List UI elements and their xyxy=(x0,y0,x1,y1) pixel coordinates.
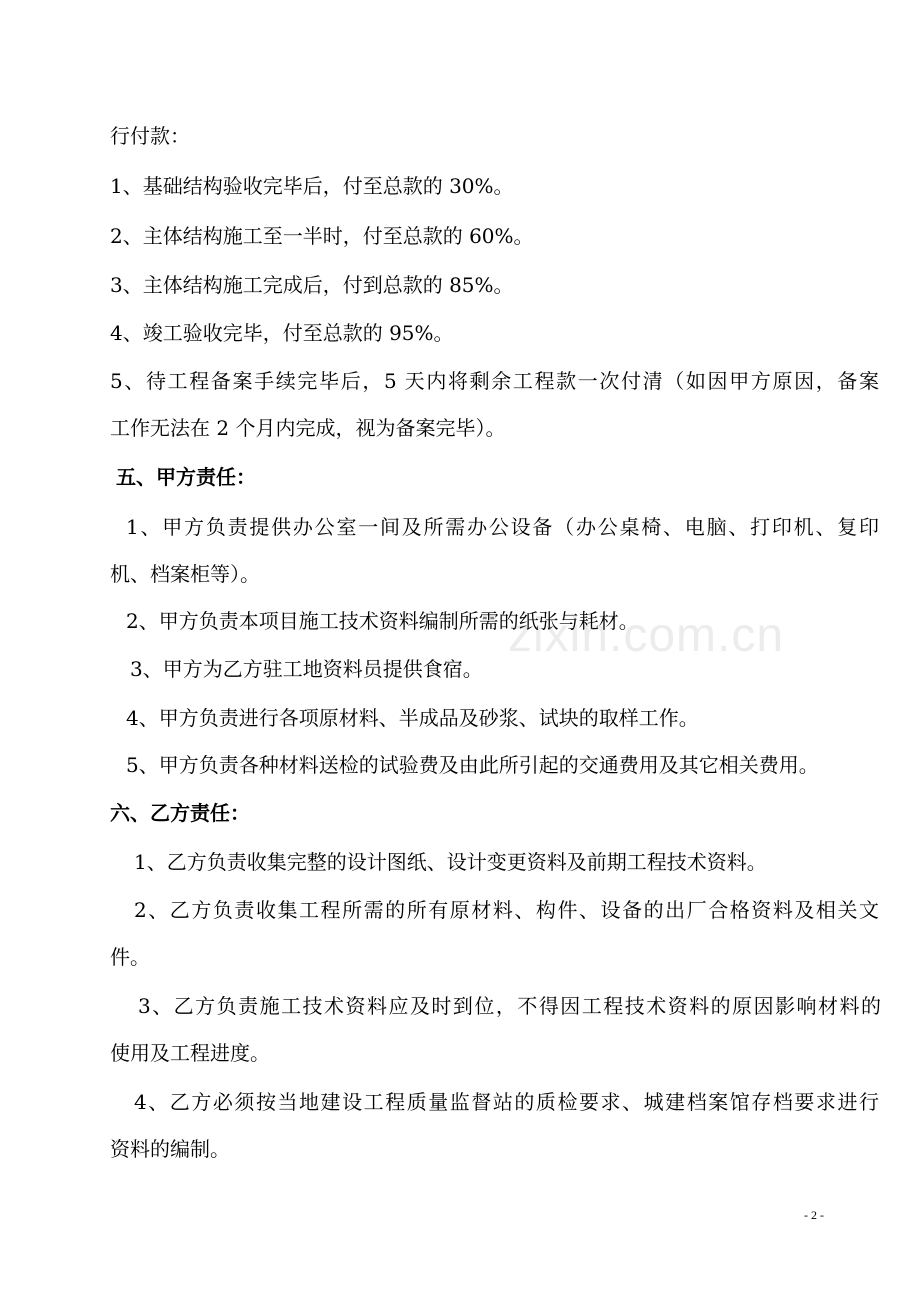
payment-intro: 行付款： xyxy=(110,124,190,148)
payment-item-1: 1、基础结构验收完毕后，付至总款的 30%。 xyxy=(110,174,514,198)
page-number: - 2 - xyxy=(804,1208,824,1222)
payment-item-5-line-2: 工作无法在 2 个月内完成，视为备案完毕）。 xyxy=(110,416,506,440)
party-b-line-2: 2、乙方负责收集工程所需的所有原材料、构件、设备的出厂合格资料及相关文 xyxy=(134,898,879,922)
party-b-line-4: 4、乙方必须按当地建设工程质量监督站的质检要求、城建档案馆存档要求进行 xyxy=(134,1090,879,1114)
party-a-line-5: 5、甲方负责各种材料送检的试验费及由此所引起的交通费用及其它相关费用。 xyxy=(126,753,819,777)
party-b-line-1: 1、乙方负责收集完整的设计图纸、设计变更资料及前期工程技术资料。 xyxy=(134,850,767,874)
party-a-line-1: 1、甲方负责提供办公室一间及所需办公设备（办公桌椅、电脑、打印机、复印 xyxy=(126,515,879,539)
party-b-heading: 六、乙方责任： xyxy=(110,801,250,825)
watermark: zixin.com.cn xyxy=(508,609,785,662)
party-a-line-4: 4、甲方负责进行各项原材料、半成品及砂浆、试块的取样工作。 xyxy=(126,706,699,730)
party-b-line-3: 3、乙方负责施工技术资料应及时到位，不得因工程技术资料的原因影响材料的 xyxy=(138,994,881,1018)
payment-item-5-line-1: 5、待工程备案手续完毕后，5 天内将剩余工程款一次付清（如因甲方原因，备案 xyxy=(110,369,879,393)
party-b-line-3-cont: 使用及工程进度。 xyxy=(110,1041,270,1065)
party-b-line-4-cont: 资料的编制。 xyxy=(110,1137,230,1161)
party-b-line-2-cont: 件。 xyxy=(110,945,150,969)
payment-item-4: 4、竣工验收完毕，付至总款的 95%。 xyxy=(110,321,454,345)
party-a-line-3: 3、甲方为乙方驻工地资料员提供食宿。 xyxy=(130,657,483,681)
party-a-heading: 五、甲方责任： xyxy=(116,465,256,489)
party-a-line-2: 2、甲方负责本项目施工技术资料编制所需的纸张与耗材。 xyxy=(126,609,639,633)
payment-item-3: 3、主体结构施工完成后，付到总款的 85%。 xyxy=(110,273,514,297)
party-a-line-1-cont: 机、档案柜等）。 xyxy=(110,562,260,586)
payment-item-2: 2、主体结构施工至一半时，付至总款的 60%。 xyxy=(110,224,534,248)
